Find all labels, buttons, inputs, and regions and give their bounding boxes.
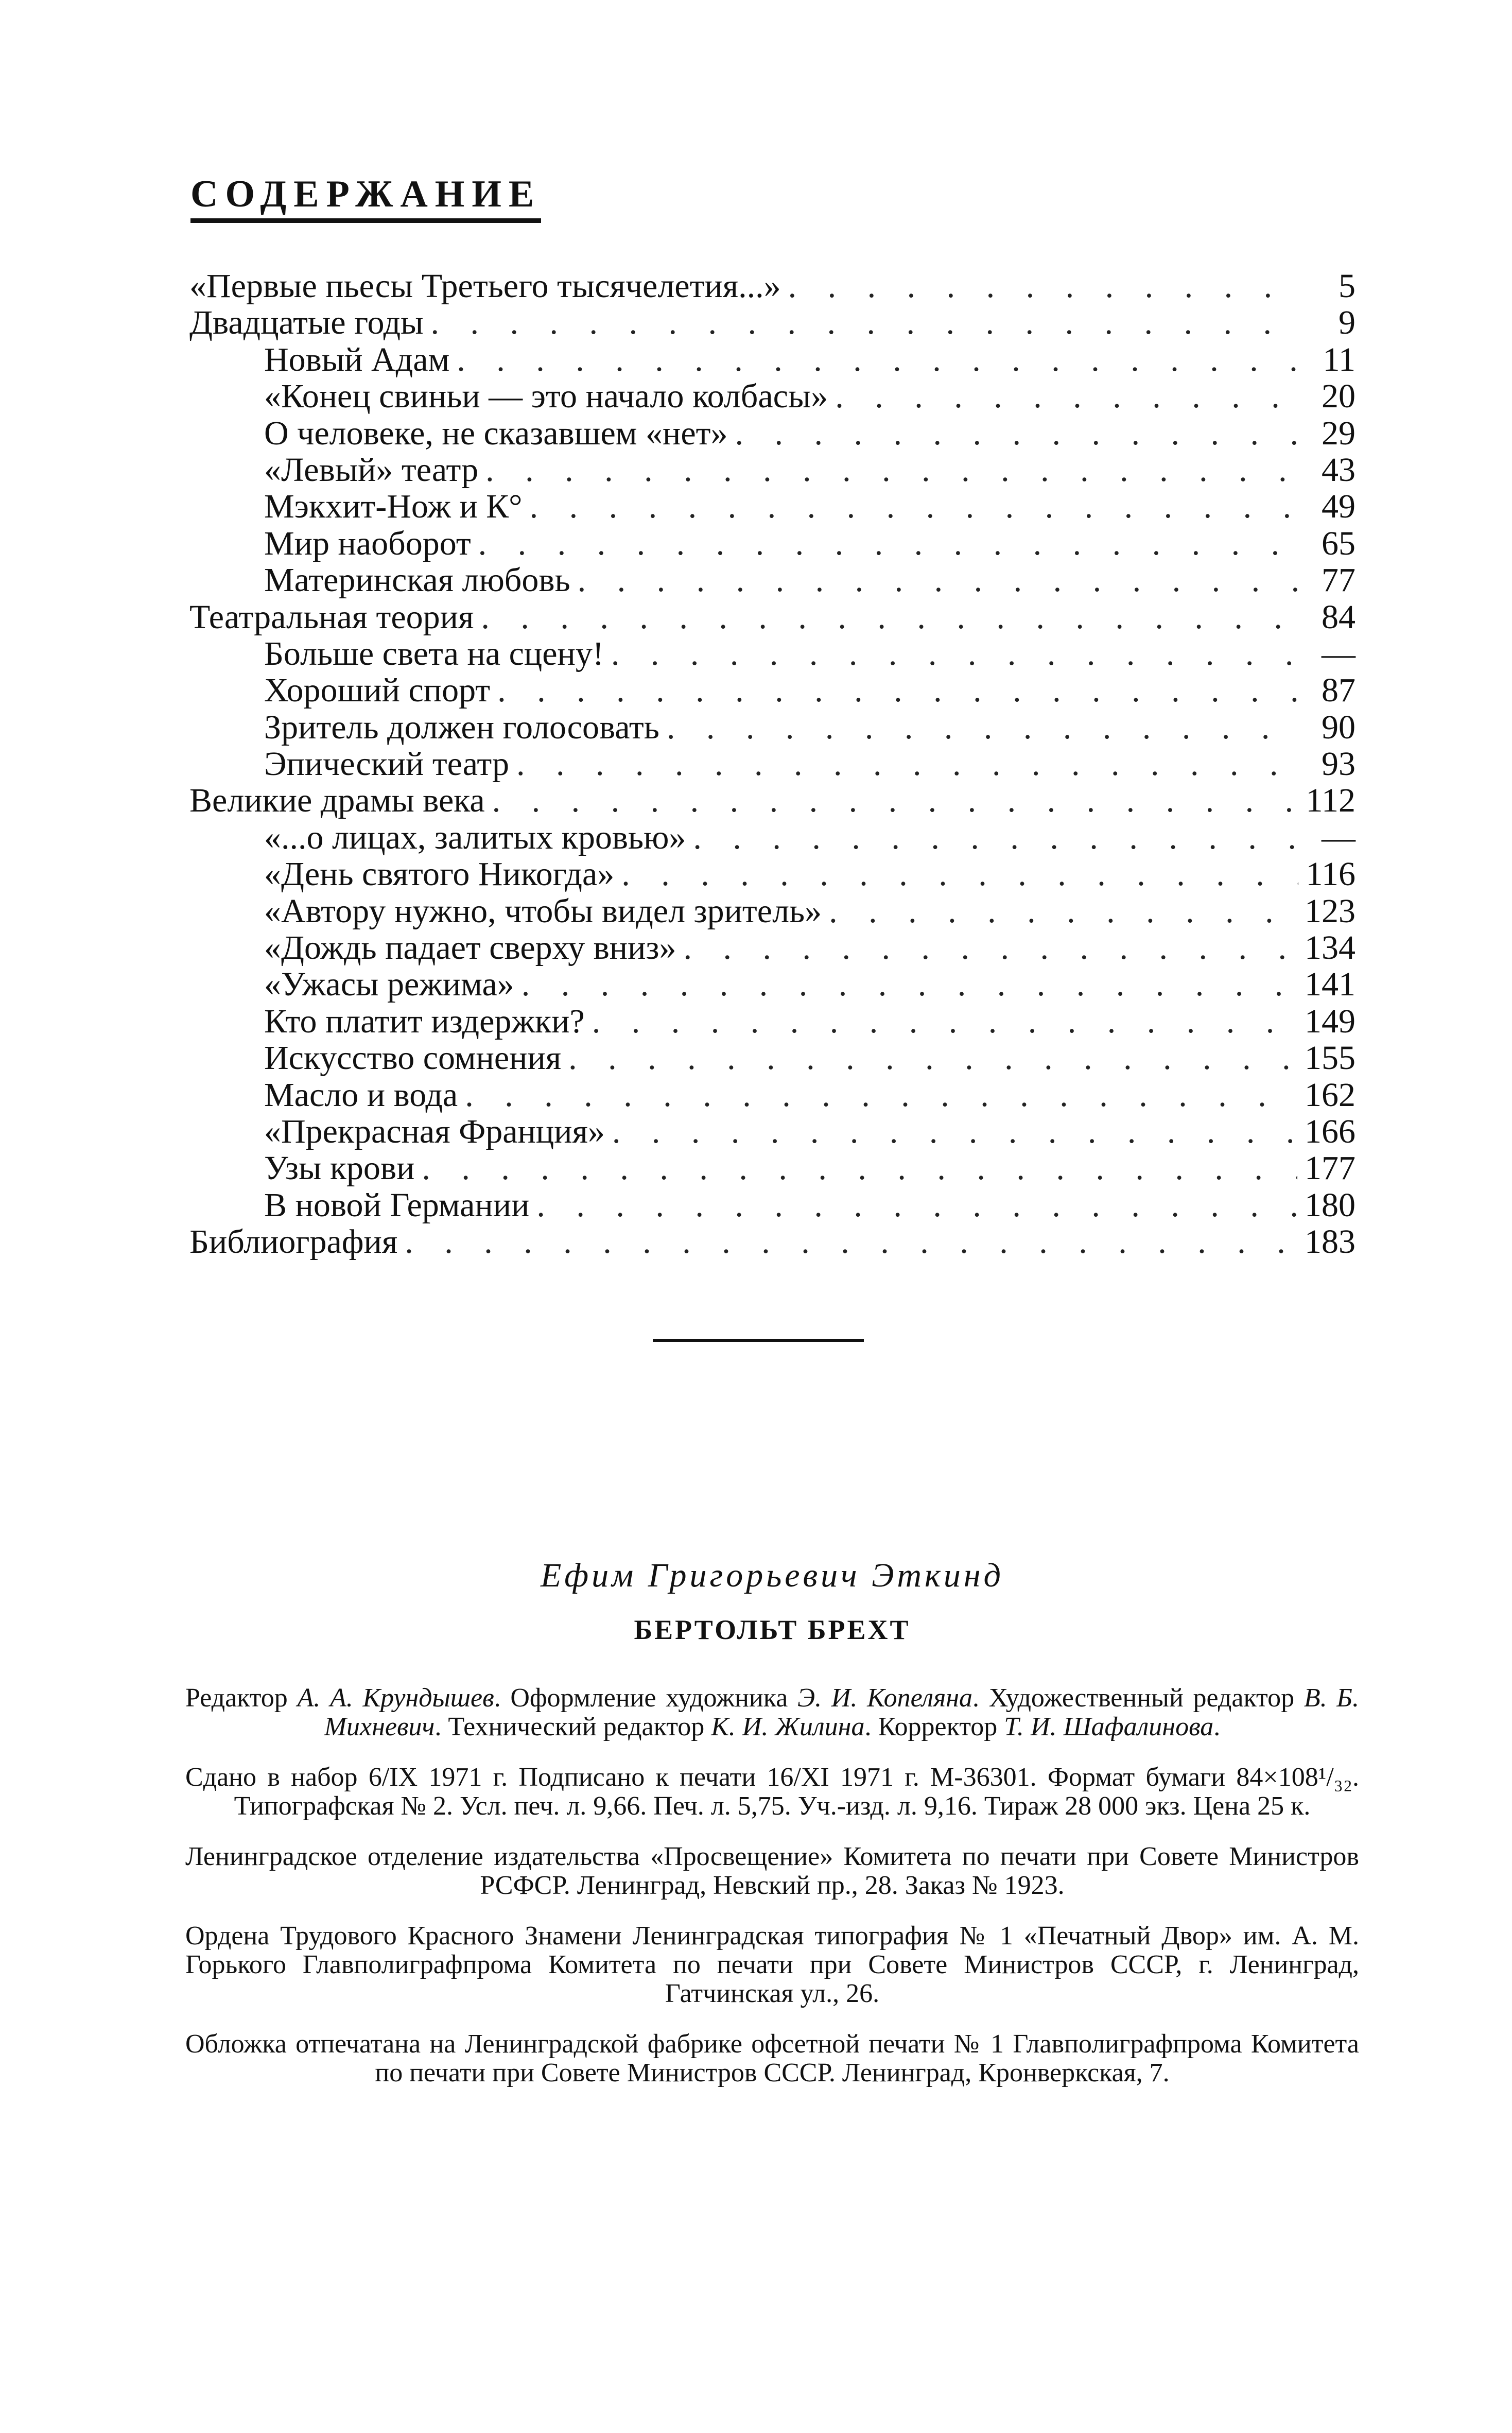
toc-entry [189,1223,1355,1260]
toc-entry-title: Эпический театр [264,745,510,783]
toc-entry-title: Театральная теория [189,598,474,636]
tech-editor-name: К. И. Жилина [711,1712,865,1741]
toc-entry-page: 183 [1305,1223,1355,1261]
toc-entry-page: 141 [1305,965,1355,1004]
toc-entry [189,341,1355,378]
toc-entry [189,672,1355,709]
dot-leader [735,415,1302,452]
toc-entry-title: «Ужасы режима» [264,965,514,1004]
toc-entry-title: «День святого Никогда» [264,855,615,893]
toc-entry [189,1150,1355,1186]
toc-entry [189,893,1355,929]
cover-printer-info: Обложка отпечатана на Ленинградской фабрике офсетной печати № 1 Главполиграфпрома Комитета по печати при Совете Министров СССР. Ленинград, Кронверкская, 7. [185,2029,1359,2087]
toc-entry-page: 87 [1322,671,1355,710]
toc-entry-title: «...о лицах, залитых кровью» [264,818,686,856]
toc-entry-page: 49 [1322,488,1355,526]
toc-entry-title: Двадцатые годы [189,304,424,342]
toc-entry-title: «Автору нужно, чтобы видел зритель» [264,892,822,930]
toc-entry [189,1040,1355,1076]
toc-entry-page: 149 [1305,1002,1355,1040]
dot-leader [492,782,1299,819]
toc-entry-page: 29 [1322,414,1355,452]
dot-leader [405,1223,1297,1260]
toc-entry-title: Хороший спорт [264,671,491,710]
corrector-name: Т. И. Шафалинова [1004,1712,1214,1741]
toc-entry-page: 166 [1305,1112,1355,1150]
toc-entry-title: Узы крови [264,1149,415,1187]
toc-entry-title: Новый Адам [264,340,450,378]
toc-entry [189,819,1355,856]
dot-leader [457,341,1302,378]
toc-entry [189,415,1355,452]
toc-entry [189,1113,1355,1150]
dot-leader [684,929,1297,966]
toc-entry [189,856,1355,892]
toc-entry-title: Масло и вода [264,1076,458,1114]
toc-entry-title: Великие драмы века [189,782,485,820]
toc-entry-title: В новой Германии [264,1186,530,1224]
dot-leader [497,672,1302,709]
toc-entry [189,782,1355,819]
contents-heading: СОДЕРЖАНИЕ [190,175,541,223]
dot-leader [481,599,1302,635]
dot-leader [568,1040,1297,1076]
toc-entry [189,378,1355,415]
toc-entry-page: 9 [1339,304,1355,342]
toc-entry-title: «Дождь падает сверху вниз» [264,929,676,967]
dot-leader [611,635,1302,672]
toc-entry [189,1187,1355,1223]
toc-entry [189,1077,1355,1113]
toc-entry-title: О человеке, не сказавшем «нет» [264,414,728,452]
dot-leader [612,1113,1297,1150]
section-divider [653,1339,864,1342]
toc-entry-page: 180 [1305,1186,1355,1224]
print-details: Сдано в набор 6/IX 1971 г. Подписано к печати 16/XI 1971 г. М-36301. Формат бумаги 84×108¹/₃₂. Типографская № 2. Усл. печ. л. 9,66. Печ. л. 5,75. Уч.-изд. л. 9,16. Тираж 28 000 экз. Цена 25 к. [185,1763,1359,1821]
editors-credits: Редактор А. А. Крундышев. Оформление художника Э. И. Копеляна. Художественный редактор В. Б. Михневич. Технический редактор К. И. Жилина. Корректор Т. И. Шафалинова. [185,1683,1359,1741]
toc-entry-title: Библиография [189,1223,398,1261]
dot-leader [788,268,1302,304]
dot-leader [592,1003,1297,1040]
toc-entry-page: 112 [1306,782,1355,820]
editor-name: А. А. Крундышев [297,1683,494,1713]
toc-entry [189,709,1355,746]
toc-entry-page: 5 [1339,267,1355,305]
dot-leader [578,562,1302,598]
toc-entry-title: Мэкхит-Нож и К° [264,488,523,526]
toc-entry-page: 134 [1305,929,1355,967]
toc-entry [189,525,1355,562]
toc-entry [189,635,1355,672]
toc-entry-title: Зритель должен голосовать [264,708,659,746]
dot-leader [516,746,1302,782]
toc-entry [189,929,1355,966]
toc-entry [189,268,1355,304]
toc-entry-page: 93 [1322,745,1355,783]
dot-leader [693,819,1302,856]
dot-leader [829,893,1297,929]
toc-entry [189,1003,1355,1040]
dot-leader [536,1187,1297,1223]
dot-leader [530,488,1302,525]
toc-entry-page: 11 [1323,340,1355,378]
toc-entry-page: 77 [1322,561,1355,599]
toc-entry-title: «Прекрасная Франция» [264,1112,605,1150]
toc-entry-title: Кто платит издержки? [264,1002,585,1040]
toc-entry [189,599,1355,635]
toc-entry-title: «Левый» театр [264,451,479,489]
toc-entry-page: 90 [1322,708,1355,746]
designer-name: Э. И. Копеляна [797,1683,973,1713]
toc-entry-page: 43 [1322,451,1355,489]
art-editor-name: В. Б. Михневич [324,1683,1359,1741]
toc-entry-title: «Конец свиньи — это начало колбасы» [264,377,828,416]
toc-entry [189,488,1355,525]
dot-leader [835,378,1302,415]
toc-entry-title: Больше света на сцену! [264,634,604,672]
printer-info: Ордена Трудового Красного Знамени Ленинградская типография № 1 «Печатный Двор» им. А. М. Горького Главполиграфпрома Комитета по печати при Совете Министров СССР, г. Ленинград, Гатчинская ул., 26. [185,1921,1359,2008]
toc-entry-page: 162 [1305,1076,1355,1114]
toc-entry [189,562,1355,598]
dot-leader [667,709,1302,746]
toc-entry-page: 123 [1305,892,1355,930]
toc-entry [189,304,1355,341]
author-name: Ефим Григорьевич Эткинд [540,1557,1004,1594]
table-of-contents [189,268,1355,1261]
toc-entry-page: 65 [1322,524,1355,562]
dot-leader [621,856,1298,892]
toc-entry-page: 155 [1305,1039,1355,1077]
toc-entry-title: Мир наоборот [264,524,471,562]
toc-entry-title: «Первые пьесы Третьего тысячелетия...» [189,267,781,305]
dot-leader [478,525,1302,562]
imprint [185,1555,1359,2087]
toc-entry-title: Материнская любовь [264,561,570,599]
toc-entry-page: 177 [1305,1149,1355,1187]
book-title: БЕРТОЛЬТ БРЕХТ [634,1614,911,1645]
toc-entry-page: — [1322,634,1355,672]
dot-leader [422,1150,1297,1186]
toc-entry-page: 20 [1322,377,1355,416]
toc-entry-page: 116 [1306,855,1355,893]
dot-leader [465,1077,1297,1113]
toc-entry-page: — [1322,818,1355,856]
toc-entry [189,966,1355,1003]
toc-entry-page: 84 [1322,598,1355,636]
publisher-info: Ленинградское отделение издательства «Просвещение» Комитета по печати при Совете Министров РСФСР. Ленинград, Невский пр., 28. Заказ № 1923. [185,1842,1359,1900]
toc-entry [189,452,1355,488]
dot-leader [522,966,1297,1003]
dot-leader [485,452,1302,488]
toc-entry-title: Искусство сомнения [264,1039,562,1077]
dot-leader [431,304,1302,341]
toc-entry [189,746,1355,782]
